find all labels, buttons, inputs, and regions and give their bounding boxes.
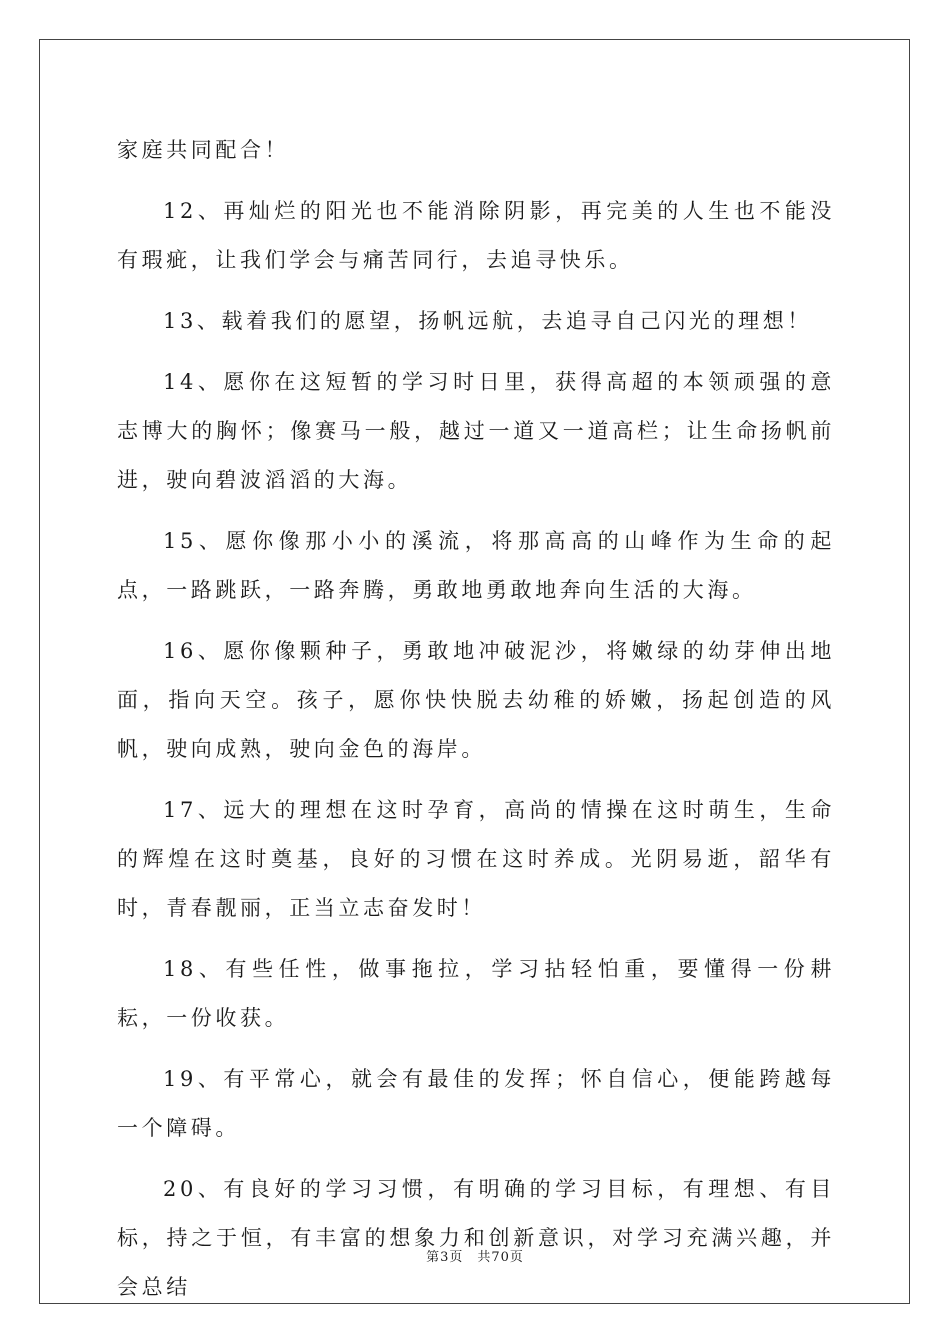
document-body bbox=[117, 126, 835, 1324]
paragraph: 16、愿你像颗种子，勇敢地冲破泥沙，将嫩绿的幼芽伸出地面，指向天空。孩子，愿你快快脱去幼稚的娇嫩，扬起创造的风帆，驶向成熟，驶向金色的海岸。 bbox=[117, 639, 835, 761]
paragraph: 家庭共同配合！ bbox=[117, 138, 290, 162]
current-page-number: 第3页 bbox=[426, 1250, 464, 1265]
paragraph: 13、载着我们的愿望，扬帆远航，去追寻自己闪光的理想！ bbox=[163, 309, 812, 333]
paragraph: 15、愿你像那小小的溪流，将那高高的山峰作为生命的起点，一路跳跃，一路奔腾，勇敢地勇敢地奔向生活的大海。 bbox=[117, 529, 835, 602]
paragraph: 14、愿你在这短暂的学习时日里，获得高超的本领顽强的意志博大的胸怀；像赛马一般，越过一道又一道高栏；让生命扬帆前进，驶向碧波滔滔的大海。 bbox=[117, 370, 835, 492]
paragraph: 12、再灿烂的阳光也不能消除阴影，再完美的人生也不能没有瑕疵，让我们学会与痛苦同行，去追寻快乐。 bbox=[117, 199, 835, 272]
paragraph: 19、有平常心，就会有最佳的发挥；怀自信心，便能跨越每一个障碍。 bbox=[117, 1067, 835, 1140]
paragraph: 20、有良好的学习习惯，有明确的学习目标，有理想、有目标，持之于恒，有丰富的想象力和创新意识，对学习充满兴趣，并会总结 bbox=[117, 1177, 835, 1299]
page-footer bbox=[0, 1246, 950, 1265]
paragraph: 17、远大的理想在这时孕育，高尚的情操在这时萌生，生命的辉煌在这时奠基，良好的习惯在这时养成。光阴易逝，韶华有时，青春靓丽，正当立志奋发时！ bbox=[117, 798, 835, 920]
total-pages: 共70页 bbox=[477, 1250, 524, 1265]
paragraph: 18、有些任性，做事拖拉，学习拈轻怕重，要懂得一份耕耘，一份收获。 bbox=[117, 957, 835, 1030]
